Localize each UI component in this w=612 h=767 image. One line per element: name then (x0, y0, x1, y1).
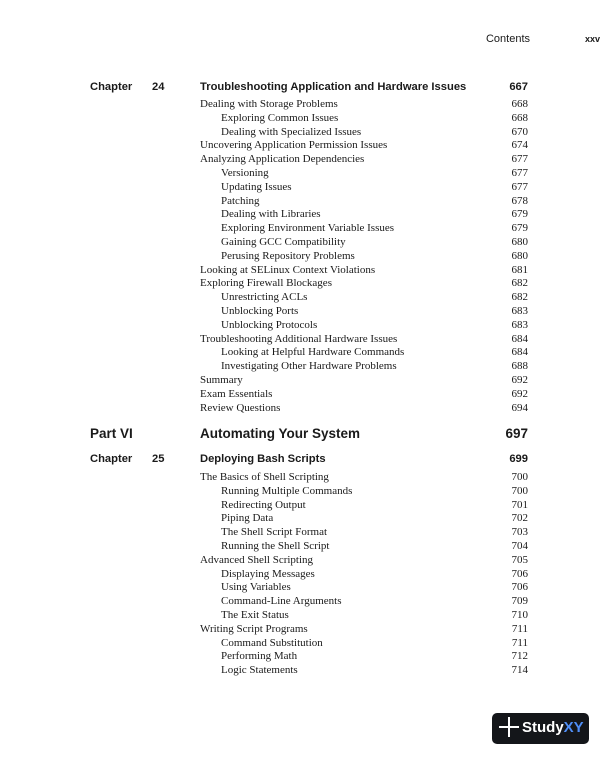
toc-entry-page: 711 (511, 636, 528, 649)
toc-entry-title: Advanced Shell Scripting (200, 553, 314, 566)
toc-entry[interactable] (200, 264, 528, 278)
toc-entry-page: 703 (511, 526, 528, 539)
toc-entry-page: 680 (511, 235, 528, 248)
toc-entry-title: Piping Data (221, 512, 274, 525)
toc-entry[interactable] (200, 112, 528, 126)
toc-entry-title: Logic Statements (221, 664, 298, 677)
toc-entry[interactable] (200, 291, 528, 305)
toc-entry-page: 668 (511, 111, 528, 124)
toc-entry-page: 677 (511, 153, 528, 166)
toc-entry-page: 683 (511, 304, 528, 317)
chapter-25-heading[interactable] (90, 453, 528, 469)
toc-entry[interactable] (200, 126, 528, 140)
chapter-number: 24 (152, 81, 165, 93)
toc-entry-title: Review Questions (200, 401, 281, 414)
chapter-title: Deploying Bash Scripts (200, 453, 326, 465)
toc-entry[interactable] (200, 595, 528, 609)
toc-entry-title: Patching (221, 194, 260, 207)
toc-entry[interactable] (200, 637, 528, 651)
toc-entry-page: 681 (511, 263, 528, 276)
toc-entry[interactable] (200, 388, 528, 402)
toc-entry-page: 679 (511, 208, 528, 221)
toc-entry-page: 709 (511, 595, 528, 608)
toc-entry-title: Exploring Environment Variable Issues (221, 222, 395, 235)
toc-entry-page: 712 (511, 650, 528, 663)
toc-entry[interactable] (200, 554, 528, 568)
toc-entry[interactable] (200, 568, 528, 582)
toc-entry[interactable] (200, 581, 528, 595)
toc-entry-page: 674 (511, 139, 528, 152)
toc-entry-page: 683 (511, 318, 528, 331)
chapter-number: 25 (152, 453, 165, 465)
toc-entry-page: 711 (511, 622, 528, 635)
toc-entry[interactable] (200, 181, 528, 195)
toc-entry[interactable] (200, 250, 528, 264)
toc-entry-page: 700 (511, 484, 528, 497)
toc-entry[interactable] (200, 623, 528, 637)
toc-entry[interactable] (200, 319, 528, 333)
toc-entry-title: Versioning (221, 166, 269, 179)
toc-entry-page: 701 (511, 498, 528, 511)
toc-entry-title: Displaying Messages (221, 567, 315, 580)
toc-entry-title: Running Multiple Commands (221, 484, 353, 497)
toc-entry[interactable] (200, 346, 528, 360)
toc-entry[interactable] (200, 153, 528, 167)
toc-entry-page: 682 (511, 277, 528, 290)
part-6-heading[interactable] (90, 426, 528, 444)
toc-entry[interactable] (200, 664, 528, 678)
part-page: 697 (505, 426, 528, 441)
toc-entry-page: 684 (511, 346, 528, 359)
toc-entry-title: Running the Shell Script (221, 539, 330, 552)
toc-entry-page: 677 (511, 180, 528, 193)
toc-entry[interactable] (200, 222, 528, 236)
chapter-page: 699 (509, 453, 528, 465)
toc-entry-title: Exploring Firewall Blockages (200, 277, 332, 290)
toc-entry[interactable] (200, 98, 528, 112)
toc-entry-title: Writing Script Programs (200, 622, 308, 635)
toc-entry-title: Looking at Helpful Hardware Commands (221, 346, 405, 359)
toc-entry-page: 704 (511, 539, 528, 552)
toc-entry-title: Investigating Other Hardware Problems (221, 360, 397, 373)
toc-entry-page: 678 (511, 194, 528, 207)
page-header (485, 33, 600, 45)
toc-entry[interactable] (200, 333, 528, 347)
toc-entry-page: 700 (511, 471, 528, 483)
toc-entry-title: Troubleshooting Additional Hardware Issues (200, 332, 398, 345)
toc-entry-page: 702 (511, 512, 528, 525)
toc-entry[interactable] (200, 305, 528, 319)
toc-entry[interactable] (200, 374, 528, 388)
toc-entry-page: 714 (511, 664, 528, 677)
toc-entry-title: Redirecting Output (221, 498, 306, 511)
toc-entry-page: 694 (511, 401, 528, 414)
toc-entry[interactable] (200, 526, 528, 540)
toc-entry-page: 706 (511, 581, 528, 594)
toc-entry-title: Command-Line Arguments (221, 595, 342, 608)
toc-entry-page: 670 (511, 125, 528, 138)
chapter-label: Chapter (90, 81, 133, 93)
page-number: xxv (584, 34, 600, 44)
running-title: Contents (485, 33, 530, 45)
toc-chapter-25 (200, 471, 528, 678)
toc-entry-title: Dealing with Specialized Issues (221, 125, 362, 138)
toc-entry-title: The Shell Script Format (221, 526, 328, 539)
part-label: Part VI (90, 426, 133, 441)
toc-entry-title: The Basics of Shell Scripting (200, 471, 329, 483)
toc-entry[interactable] (200, 499, 528, 513)
chapter-label: Chapter (90, 453, 133, 465)
chapter-page: 667 (509, 81, 528, 93)
toc-entry-title: Summary (200, 373, 243, 386)
toc-entry[interactable] (200, 360, 528, 374)
logo-text: StudyXY (522, 719, 584, 736)
plus-icon (499, 717, 519, 737)
toc-entry[interactable] (200, 540, 528, 554)
toc-entry[interactable] (200, 512, 528, 526)
toc-entry-page: 680 (511, 249, 528, 262)
toc-entry-title: Unblocking Protocols (221, 318, 318, 331)
toc-entry[interactable] (200, 609, 528, 623)
toc-entry-title: Command Substitution (221, 636, 323, 649)
toc-entry-page: 679 (511, 222, 528, 235)
toc-entry-title: Analyzing Application Dependencies (200, 153, 365, 166)
toc-entry-page: 668 (511, 98, 528, 110)
toc-entry[interactable] (200, 236, 528, 250)
toc-entry-title: Updating Issues (221, 180, 292, 193)
toc-entry-title: Gaining GCC Compatibility (221, 235, 346, 248)
chapter-title: Troubleshooting Application and Hardware Issues (200, 81, 467, 93)
toc-entry[interactable] (200, 471, 528, 485)
part-title: Automating Your System (200, 426, 361, 441)
toc-chapter-24 (200, 98, 528, 415)
chapter-24-heading[interactable] (90, 81, 528, 97)
toc-entry-title: Unrestricting ACLs (221, 291, 308, 304)
toc-entry[interactable] (200, 139, 528, 153)
toc-entry-title: Dealing with Libraries (221, 208, 321, 221)
toc-entry-title: Uncovering Application Permission Issues (200, 139, 388, 152)
toc-entry-page: 706 (511, 567, 528, 580)
toc-entry[interactable] (200, 167, 528, 181)
toc-entry-page: 710 (511, 608, 528, 621)
toc-entry-title: Dealing with Storage Problems (200, 98, 338, 110)
toc-entry-title: Unblocking Ports (221, 304, 299, 317)
toc-entry-title: Perusing Repository Problems (221, 249, 355, 262)
toc-entry-title: Looking at SELinux Context Violations (200, 263, 376, 276)
toc-entry[interactable] (200, 485, 528, 499)
toc-entry-page: 692 (511, 387, 528, 400)
toc-entry-title: The Exit Status (221, 608, 289, 621)
toc-entry[interactable] (200, 650, 528, 664)
toc-entry-page: 677 (511, 166, 528, 179)
toc-entry[interactable] (200, 402, 528, 416)
toc-entry-page: 682 (511, 291, 528, 304)
toc-entry-title: Using Variables (221, 581, 291, 594)
toc-entry-title: Exam Essentials (200, 387, 273, 400)
toc-entry[interactable] (200, 195, 528, 209)
toc-entry-title: Exploring Common Issues (221, 111, 339, 124)
toc-entry-page: 684 (511, 332, 528, 345)
studyxy-logo (492, 713, 589, 744)
toc-entry-page: 705 (511, 553, 528, 566)
toc-entry-page: 692 (511, 373, 528, 386)
toc-entry[interactable] (200, 208, 528, 222)
toc-entry-page: 688 (511, 360, 528, 373)
toc-entry[interactable] (200, 277, 528, 291)
toc-entry-title: Performing Math (221, 650, 298, 663)
